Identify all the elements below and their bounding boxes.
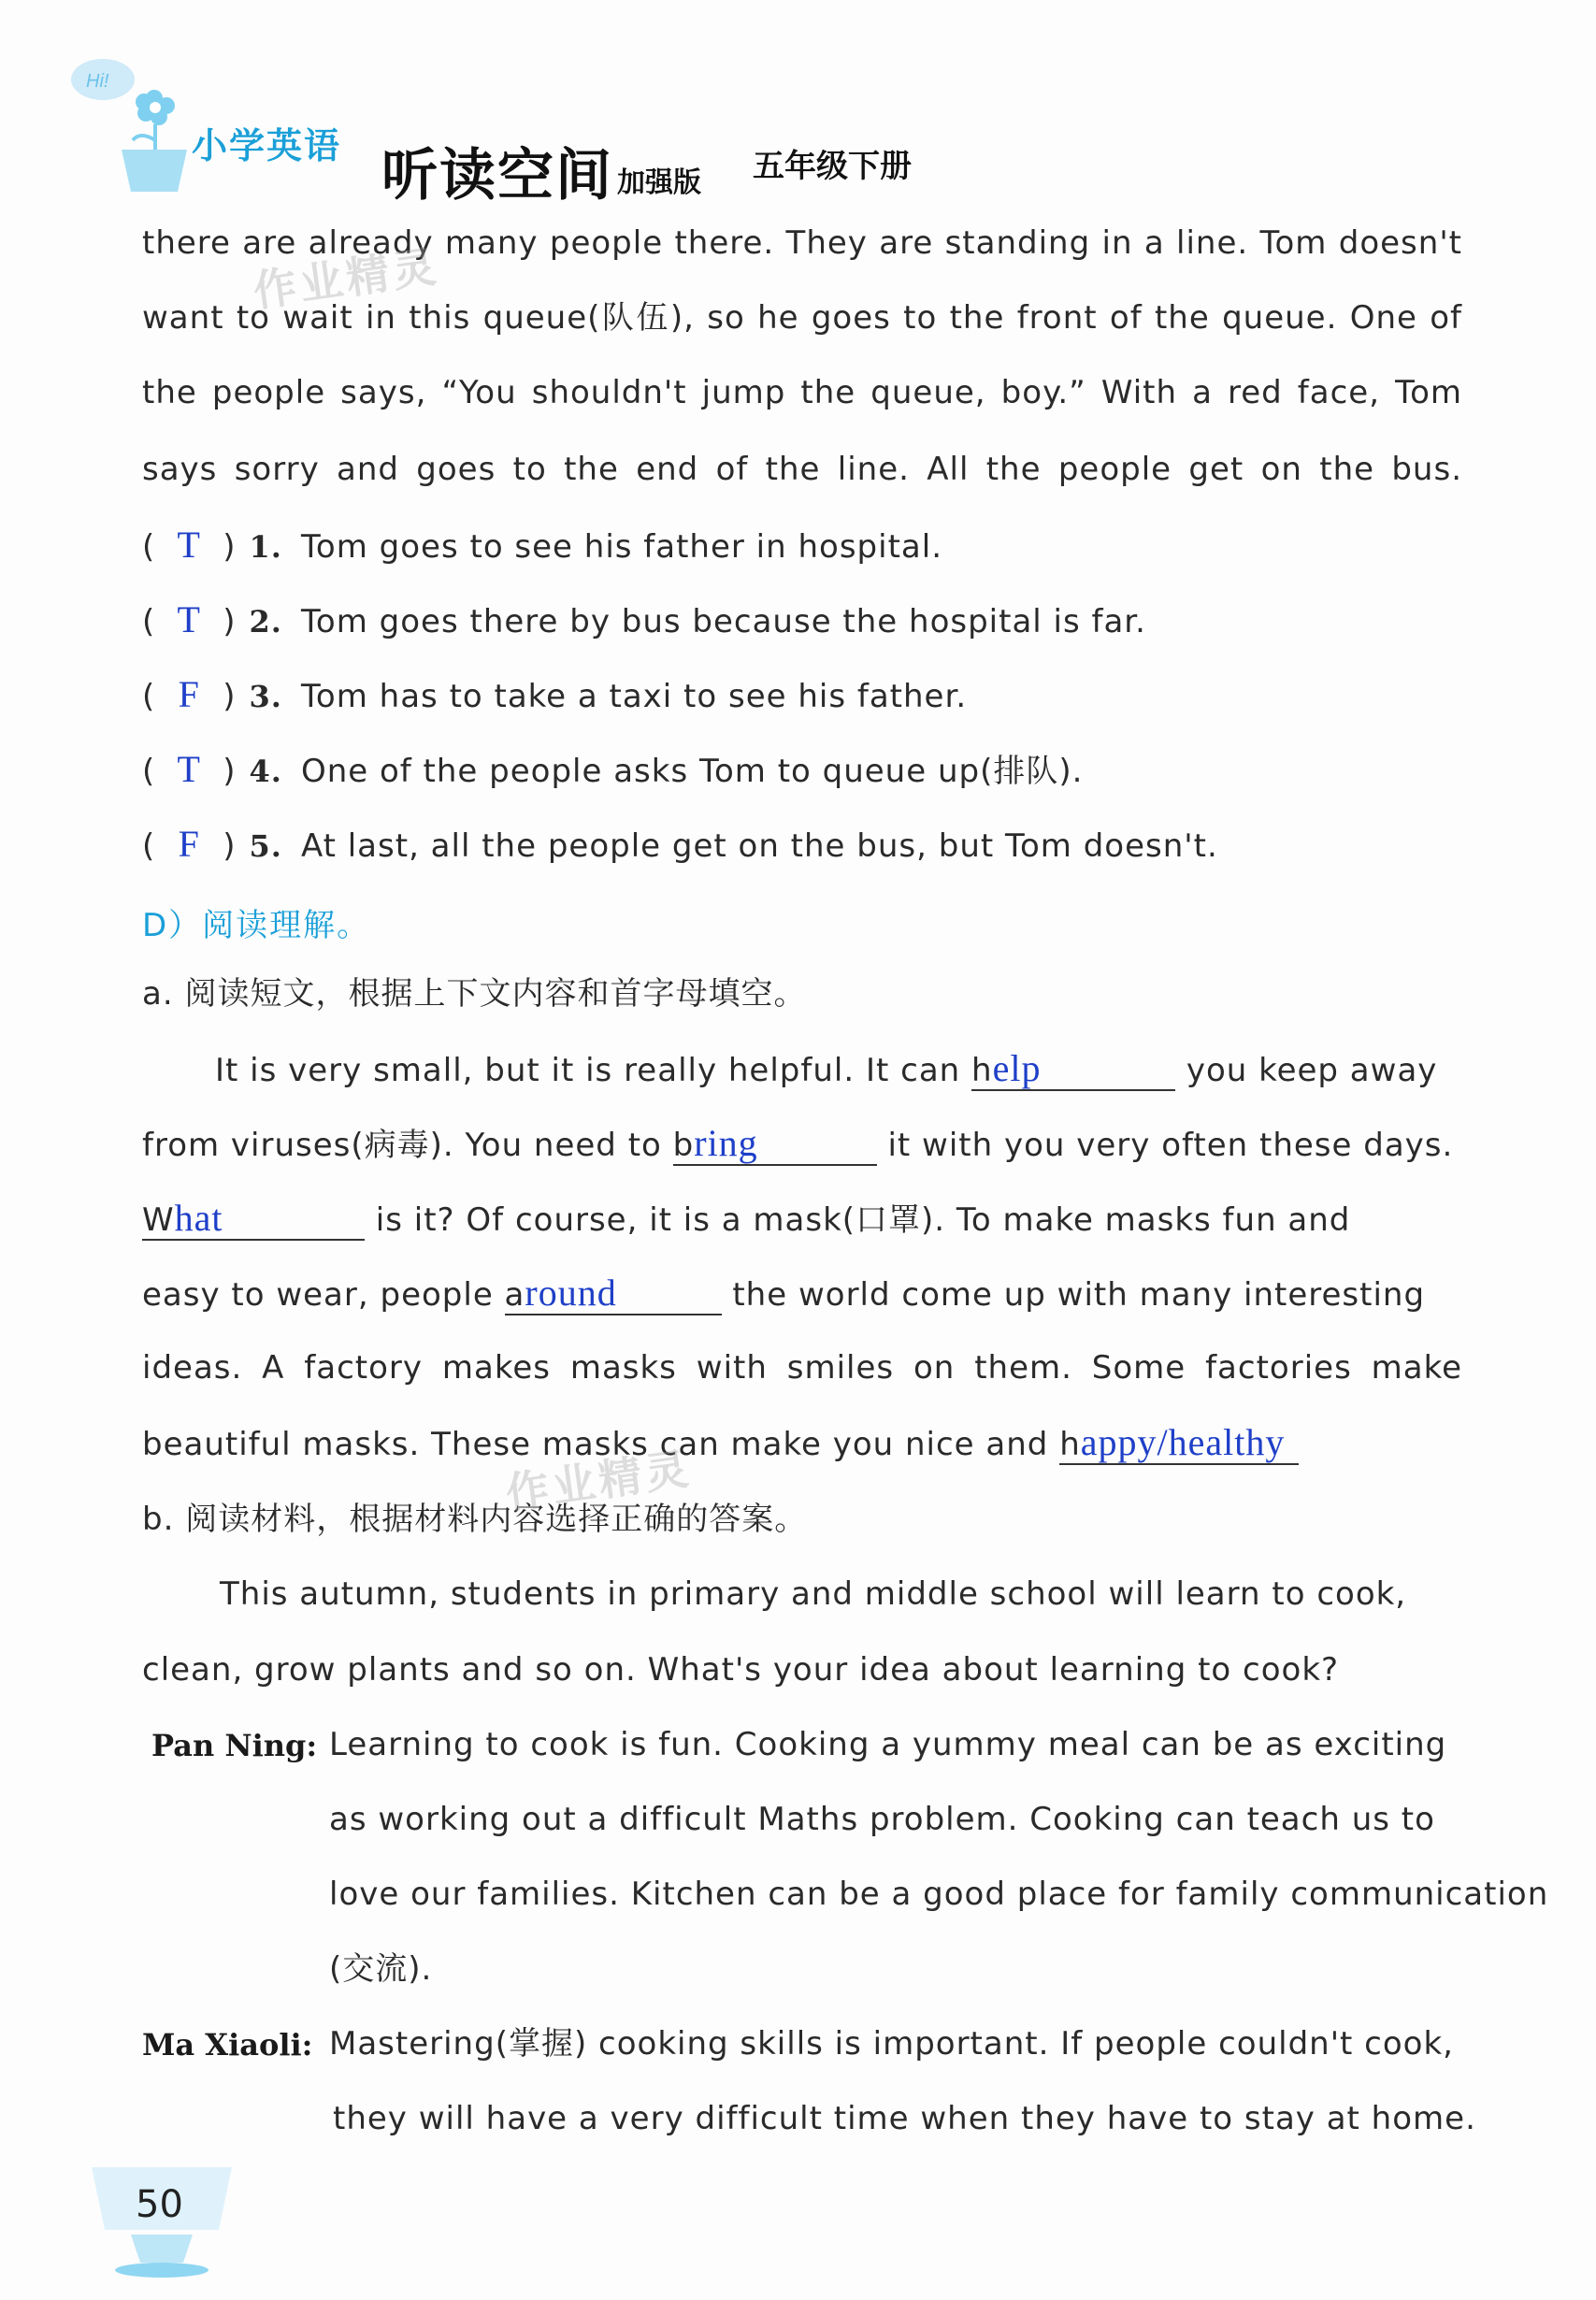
passage-line: want to wait in this queue(队伍), so he goes to the front of the queue. One of <box>142 299 1462 337</box>
handwritten-answer: ring <box>694 1122 758 1164</box>
answer-blank: What <box>142 1200 365 1241</box>
answer-blank: around <box>505 1274 722 1315</box>
watermark: 作业精灵 <box>250 240 443 317</box>
cloze-line-6: beautiful masks. These masks can make you nice and happy/healthy <box>142 1424 1299 1465</box>
tf-question-2: ( T ) 2. Tom goes there by bus because the hospital is far. <box>142 598 1146 640</box>
series-title: 小学英语 <box>192 125 342 166</box>
intro-line: clean, grow plants and so on. What's your idea about learning to cook? <box>142 1651 1340 1689</box>
answer-mark: F <box>178 823 200 865</box>
question-text: Tom has to take a taxi to see his father. <box>300 678 968 715</box>
passage-line: says sorry and goes to the end of the line. All the people get on the bus. <box>142 451 1462 488</box>
speech-line: they will have a very difficult time when they have to stay at home. <box>333 2100 1476 2137</box>
grade-label: 五年级下册 <box>753 148 912 185</box>
handwritten-answer: round <box>525 1272 617 1314</box>
answer-blank: bring <box>673 1125 877 1166</box>
speaker-name: Ma Xiaoli: <box>142 2027 313 2063</box>
cloze-line-2: from viruses(病毒). You need to bring it with you very often these days. <box>142 1122 1454 1164</box>
edition-label: 加强版 <box>617 166 701 199</box>
section-heading: D）阅读理解。 <box>142 907 371 944</box>
cloze-line-1: It is very small, but it is really helpful. It can help you keep away <box>215 1047 1438 1089</box>
passage-line: there are already many people there. They are standing in a line. Tom doesn't <box>142 224 1462 262</box>
speech-line: Mastering(掌握) cooking skills is important. If people couldn't cook, <box>329 2025 1454 2063</box>
tf-question-5: ( F ) 5. At last, all the people get on the bus, but Tom doesn't. <box>142 823 1218 865</box>
passage-line: the people says, “You shouldn't jump the queue, boy.” With a red face, Tom <box>142 374 1462 411</box>
instruction-a: a. 阅读短文，根据上下文内容和首字母填空。 <box>142 975 807 1013</box>
tf-question-1: ( T ) 1. Tom goes to see his father in hospital. <box>142 524 942 566</box>
question-text: One of the people asks Tom to queue up(排队). <box>300 753 1084 790</box>
intro-line: This autumn, students in primary and middle school will learn to cook, <box>220 1575 1407 1613</box>
speech-line: as working out a difficult Maths problem. Cooking can teach us to <box>329 1801 1435 1838</box>
question-text: Tom goes there by bus because the hospital is far. <box>300 603 1146 640</box>
handwritten-answer: elp <box>992 1047 1042 1089</box>
answer-mark: T <box>177 524 201 566</box>
cloze-line-4: easy to wear, people around the world come up with many interesting <box>142 1272 1426 1314</box>
watermark: 作业精灵 <box>502 1443 696 1519</box>
handwritten-answer: hat <box>174 1197 223 1239</box>
speech-line: (交流). <box>329 1950 433 1988</box>
answer-mark: F <box>178 673 200 715</box>
book-title: 听读空间 <box>381 143 613 208</box>
page-number: 50 <box>136 2183 183 2226</box>
cloze-line-3: What is it? Of course, it is a mask(口罩). To make masks fun and <box>142 1197 1351 1239</box>
tf-question-4: ( T ) 4. One of the people asks Tom to queue up(排队). <box>142 748 1084 790</box>
logo-hi-text: Hi! <box>86 71 109 92</box>
speech-line: Learning to cook is fun. Cooking a yummy meal can be as exciting <box>329 1726 1447 1763</box>
cloze-line-5: ideas. A factory makes masks with smiles on them. Some factories make <box>142 1349 1462 1387</box>
instruction-b: b. 阅读材料，根据材料内容选择正确的答案。 <box>142 1501 808 1538</box>
question-text: At last, all the people get on the bus, but Tom doesn't. <box>300 827 1218 865</box>
answer-mark: T <box>177 748 201 790</box>
question-text: Tom goes to see his father in hospital. <box>300 528 942 566</box>
answer-blank: help <box>971 1050 1175 1091</box>
handwritten-answer: appy/healthy <box>1080 1421 1286 1463</box>
speaker-name: Pan Ning: <box>151 1728 318 1763</box>
answer-blank: happy/healthy <box>1059 1424 1299 1465</box>
answer-mark: T <box>177 598 201 640</box>
tf-question-3: ( F ) 3. Tom has to take a taxi to see his father. <box>142 673 968 715</box>
flower-pot-logo-icon <box>65 51 206 201</box>
speech-line: love our families. Kitchen can be a good place for family communication <box>329 1876 1549 1913</box>
